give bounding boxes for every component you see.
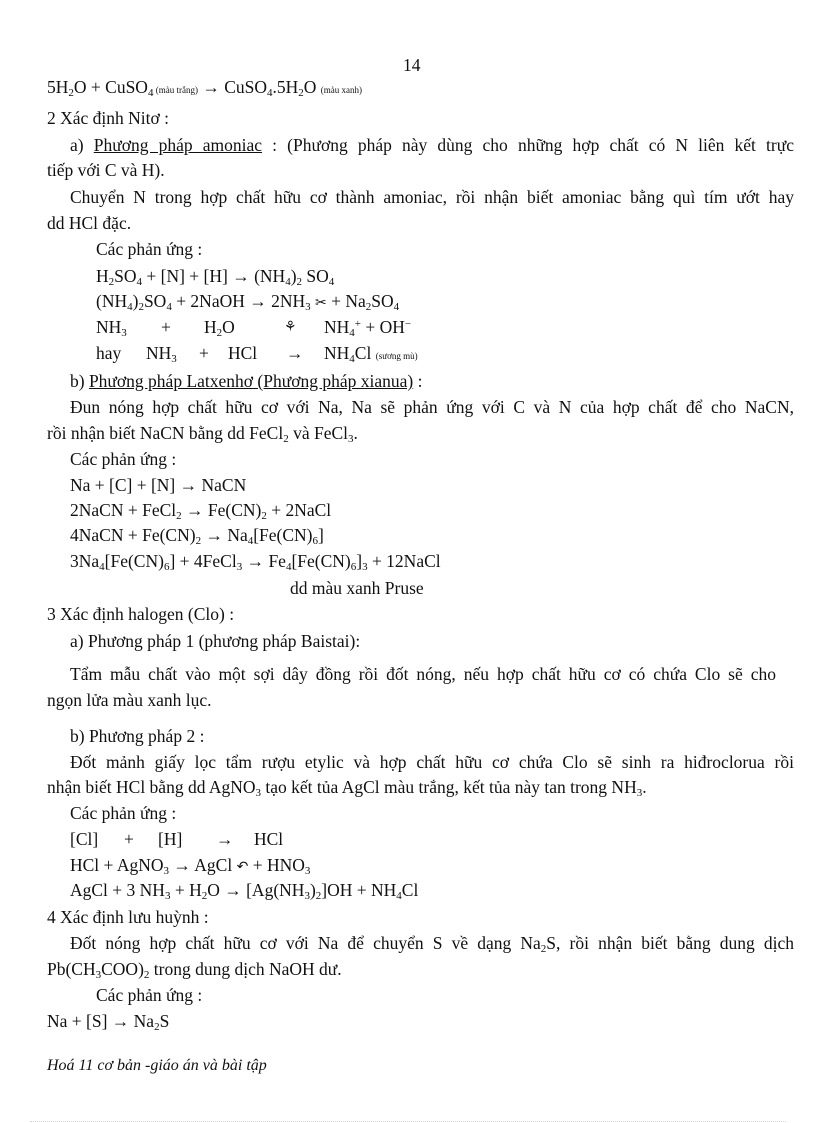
eq-text: Đốt nóng hợp chất hữu cơ với Na để chuyển S về dạng Na [70, 933, 541, 953]
paragraph-line [47, 776, 647, 798]
reaction-2 [96, 290, 399, 314]
subscript: 2 [68, 87, 74, 99]
eq-text: 3Na [70, 551, 100, 571]
eq-text: SO [302, 266, 329, 286]
eq-text: SO [371, 291, 394, 311]
eq-text: Cl [401, 880, 419, 900]
eq-text: tạo kết tủa AgCl màu trắng, kết tủa này tan trong NH [261, 777, 637, 797]
subscript: 4 [349, 327, 355, 339]
subscript: 3 [121, 327, 127, 339]
subscript: 3 [171, 353, 177, 365]
paragraph-line: dd HCl đặc. [47, 213, 132, 233]
subscript: 2 [283, 433, 289, 445]
subscript: 2 [195, 535, 202, 547]
method-2-title: b) Phương pháp 2 : [70, 726, 205, 746]
reactions-label: Các phản ứng : [70, 449, 177, 469]
eq-text: + HNO [248, 855, 305, 875]
eq-text: HCl + AgNO [70, 855, 164, 875]
paragraph-line: ngọn lửa màu xanh lục. [47, 690, 212, 710]
subscript: 4 [349, 353, 355, 365]
reaction-b1: Na + [C] + [N] → NaCN [70, 475, 247, 495]
label: : [413, 371, 423, 391]
eq-text: HCl [254, 829, 284, 849]
reactions-label: Các phản ứng : [70, 803, 177, 823]
eq-text: . [353, 423, 358, 443]
subscript: 2 [261, 510, 267, 522]
reaction-1 [96, 265, 334, 287]
paragraph-line [70, 932, 794, 954]
eq-plus: + [124, 829, 134, 849]
eq-text: [Fe(CN) [291, 551, 351, 571]
eq-text: NH [324, 317, 350, 337]
eq-text: nhận biết HCl bằng dd AgNO [47, 777, 256, 797]
eq-text: SO [143, 291, 167, 311]
eq-text: SO [114, 266, 137, 286]
eq-text: [H] [158, 829, 183, 849]
eq-text: (NH [96, 291, 128, 311]
eq-text: S [159, 1011, 170, 1031]
reactions-label: Các phản ứng : [96, 985, 203, 1005]
eq-text: Cl [354, 343, 376, 363]
subscript: 2 [296, 276, 303, 288]
eq-word: hay [96, 343, 122, 363]
annotation-blue: (màu xanh) [320, 85, 362, 95]
eq-text: 2NaCN + FeCl [70, 500, 177, 520]
eq-reactant [204, 316, 235, 338]
prussian-blue-label: dd màu xanh Pruse [290, 578, 424, 598]
section-heading-nitrogen: 2 Xác định Nitơ : [47, 108, 170, 128]
subscript: 3 [255, 787, 262, 799]
paragraph-line [47, 958, 342, 980]
subscript: 4 [136, 276, 143, 288]
eq-reactant: HCl [228, 343, 258, 363]
subscript: 3 [304, 865, 311, 877]
equation-hydrate [47, 76, 362, 101]
reaction-c2 [70, 854, 310, 878]
annotation-white: (màu trắng) [153, 85, 198, 95]
subscript: 2 [176, 510, 182, 522]
subscript: 4 [396, 890, 402, 902]
subscript: 4 [99, 561, 105, 573]
paragraph-line: Đốt mảnh giấy lọc tẩm rượu etylic và hợp chất hữu cơ chứa Clo sẽ sinh ra hiđroclorua rồi [70, 752, 794, 772]
eq-plus: + [199, 343, 209, 363]
eq-text: → Na [201, 525, 248, 545]
subscript: 4 [285, 276, 291, 288]
superscript: + [354, 318, 361, 330]
eq-text: . [642, 777, 647, 797]
eq-text: O [303, 77, 321, 97]
eq-text: → AgCl [169, 855, 237, 875]
eq-text: → Fe(CN) [181, 500, 262, 520]
eq-text: CuSO [224, 77, 267, 97]
eq-text: O [222, 317, 235, 337]
subscript: 2 [540, 943, 547, 955]
subscript: 2 [143, 969, 150, 981]
eq-text: COO) [101, 959, 144, 979]
eq-text: 5H [47, 77, 69, 97]
label: b) [70, 371, 89, 391]
eq-text: ) [132, 291, 139, 311]
reaction-b2 [70, 499, 331, 521]
method-b-title: Phương pháp Latxenhơ (Phương pháp xianua) [88, 371, 414, 391]
subscript: 3 [636, 787, 643, 799]
eq-plus: + [161, 317, 171, 337]
reaction-b4 [70, 550, 441, 572]
eq-reactant [146, 342, 177, 364]
subscript: 2 [298, 87, 304, 99]
method-1-title: a) Phương pháp 1 (phương pháp Baistai): [70, 631, 361, 651]
eq-reactant [96, 316, 127, 338]
subscript: 4 [285, 561, 292, 573]
subscript: 2 [154, 1021, 160, 1033]
subscript: 6 [163, 561, 170, 573]
subscript: 4 [166, 301, 172, 313]
eq-text: Na + [S] → Na [47, 1011, 155, 1031]
page-footer: Hoá 11 cơ bản -giáo án và bài tập [47, 1057, 267, 1074]
eq-text: H [204, 317, 217, 337]
gas-icon: ✂ [315, 295, 327, 311]
subscript: 4 [393, 301, 400, 313]
arrow: → [197, 77, 225, 97]
eq-text: O → [Ag(NH [207, 880, 305, 900]
subscript: 4 [266, 87, 273, 99]
reaction-c3 [70, 879, 418, 901]
subscript: 3 [164, 890, 171, 902]
eq-text: + H [170, 880, 202, 900]
eq-text: NH [96, 317, 122, 337]
superscript: − [404, 318, 412, 330]
eq-text: và FeCl [288, 423, 349, 443]
subscript: 2 [315, 890, 322, 902]
reactions-label: Các phản ứng : [96, 239, 203, 259]
reaction-d1 [47, 1010, 169, 1032]
eq-text: [Fe(CN) [104, 551, 164, 571]
subscript: 3 [163, 865, 169, 877]
subscript: 6 [350, 561, 357, 573]
eq-text: H [96, 266, 109, 286]
eq-text: NH [146, 343, 172, 363]
reaction-b3 [70, 524, 324, 546]
annotation-mist: (sương mù) [375, 351, 418, 361]
paragraph-line [47, 422, 358, 444]
subscript: 2 [216, 327, 223, 339]
eq-text: ] + 4FeCl [169, 551, 237, 571]
subscript: 4 [328, 276, 335, 288]
equilibrium-icon: ⚘ [284, 319, 297, 335]
subscript: 3 [95, 969, 102, 981]
eq-text: + [N] + [H] → (NH [142, 266, 286, 286]
eq-product [324, 316, 411, 338]
method-a-desc: : (Phương pháp này dùng cho những hợp chất có N liên kết trực [262, 135, 794, 155]
subscript: 3 [348, 433, 354, 445]
eq-text: rồi nhận biết NaCN bằng dd FeCl [47, 423, 284, 443]
arrow: → [216, 829, 234, 849]
bottom-divider [30, 1121, 786, 1122]
eq-text: ]OH + NH [321, 880, 397, 900]
eq-text: O + CuSO [73, 77, 148, 97]
method-a-desc-2: tiếp với C và H). [47, 160, 165, 180]
eq-text: ] [318, 525, 324, 545]
arrow: → [286, 343, 304, 363]
subscript: 2 [365, 301, 372, 313]
paragraph-line: Tẩm mẫu chất vào một sợi dây đồng rồi đốt nóng, nếu hợp chất hữu cơ có chứa Clo sẽ cho [70, 664, 776, 684]
method-a-title: Phương pháp amoniac [93, 135, 263, 155]
eq-text: .5H [272, 77, 299, 97]
eq-text: AgCl + 3 NH [70, 880, 165, 900]
label: a) [70, 135, 94, 155]
subscript: 4 [127, 301, 133, 313]
subscript: 4 [147, 87, 154, 99]
subscript: 6 [312, 535, 319, 547]
section-heading-sulfur: 4 Xác định lưu huỳnh : [47, 907, 209, 927]
method-b-line [70, 370, 422, 392]
eq-text: [Fe(CN) [253, 525, 313, 545]
subscript: 3 [236, 561, 243, 573]
eq-text: Pb(CH [47, 959, 96, 979]
eq-text: ] [356, 551, 363, 571]
subscript: 2 [138, 301, 144, 313]
subscript: 2 [201, 890, 208, 902]
eq-text: 4NaCN + Fe(CN) [70, 525, 196, 545]
eq-text: + 12NaCl [367, 551, 441, 571]
eq-text: + OH [361, 317, 405, 337]
subscript: 3 [305, 301, 311, 313]
page-number: 14 [403, 55, 421, 75]
eq-text: NH [324, 343, 350, 363]
eq-text: + 2NaCl [266, 500, 332, 520]
subscript: 3 [362, 561, 368, 573]
paragraph-line: Đun nóng hợp chất hữu cơ với Na, Na sẽ phản ứng với C và N của hợp chất để cho NaCN, [70, 397, 794, 417]
eq-text: ) [309, 880, 316, 900]
eq-text: ) [290, 266, 297, 286]
eq-text: S, rồi nhận biết bằng dung dịch [546, 933, 795, 953]
eq-text: + Na [326, 291, 366, 311]
subscript: 2 [108, 276, 115, 288]
precipitate-icon: ↶ [236, 859, 249, 875]
eq-text: trong dung dịch NaOH dư. [149, 959, 342, 979]
eq-text: + 2NaOH → 2NH [171, 291, 306, 311]
eq-text: → Fe [242, 551, 286, 571]
section-heading-halogen: 3 Xác định halogen (Clo) : [47, 604, 235, 624]
eq-product [324, 342, 418, 367]
method-a-line [70, 134, 794, 156]
subscript: 3 [304, 890, 310, 902]
subscript: 4 [247, 535, 254, 547]
eq-text: [Cl] [70, 829, 99, 849]
paragraph-line: Chuyển N trong hợp chất hữu cơ thành amoniac, rồi nhận biết amoniac bằng quì tím ướt hay [70, 187, 794, 207]
